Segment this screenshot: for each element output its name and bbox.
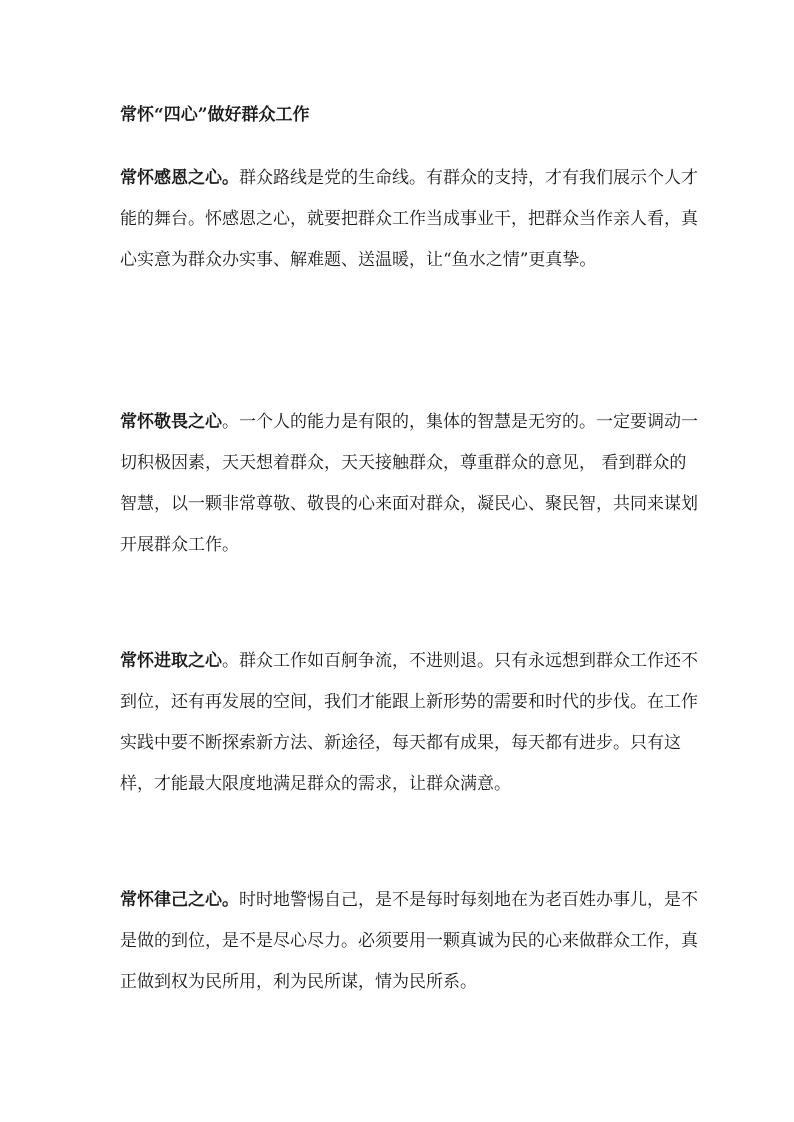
paragraph-enterprise: [120, 641, 700, 805]
document-title: 常怀“四心”做好群众工作: [120, 105, 310, 125]
paragraph-body: 。一个人的能力是有限的，集体的智慧是无穷的。一定要调动一切积极因素，天天想着群众，天天接触群众，尊重群众的意见， 看到群众的智慧，以一颗非常尊敬、敬畏的心来面对群众，凝民心、聚民智，共同来谋划开展群众工作。: [120, 412, 698, 555]
paragraph-reverence: [120, 402, 700, 566]
paragraph-lead: 常怀敬畏之心: [120, 412, 222, 432]
paragraph-body: 群众路线是党的生命线。有群众的支持，才有我们展示个人才能的舞台。怀感恩之心，就要把群众工作当成事业干，把群众当作亲人看，真心实意为群众办实事、解难题、送温暖，让“鱼水之情”更真挚。: [120, 168, 698, 270]
paragraph-lead: 常怀进取之心: [120, 651, 222, 671]
paragraph-lead: 常怀律己之心。: [120, 890, 239, 910]
paragraph-self-discipline: [120, 880, 700, 1003]
paragraph-lead: 常怀感恩之心。: [120, 168, 239, 188]
paragraph-body: 时时地警惕自己，是不是每时每刻地在为老百姓办事儿，是不是做的到位，是不是尽心尽力。必须要用一颗真诚为民的心来做群众工作，真正做到权为民所用，利为民所谋，情为民所系。: [120, 890, 698, 992]
paragraph-gratitude: [120, 158, 700, 281]
paragraph-body: 。群众工作如百舸争流，不进则退。只有永远想到群众工作还不到位，还有再发展的空间，我们才能跟上新形势的需要和时代的步伐。在工作实践中要不断探索新方法、新途径，每天都有成果，每天都有进步。只有这样，才能最大限度地满足群众的需求，让群众满意。: [120, 651, 698, 794]
